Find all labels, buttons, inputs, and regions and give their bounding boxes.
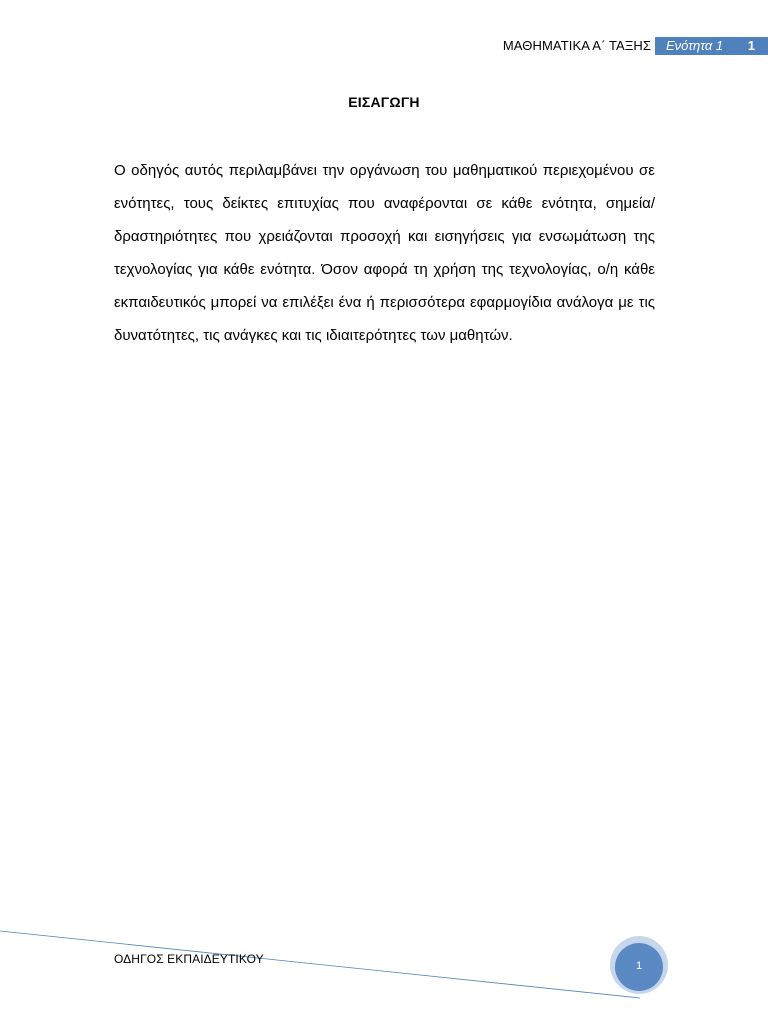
footer-label: ΟΔΗΓΟΣ ΕΚΠΑΙΔΕΥΤΙΚΟΥ — [114, 952, 264, 966]
page-header — [0, 37, 768, 57]
document-heading: ΕΙΣΑΓΩΓΗ — [348, 94, 420, 110]
header-section-label: Ενότητα 1 — [666, 38, 724, 53]
footer-line-stroke — [0, 931, 640, 998]
header-section-box — [655, 37, 768, 55]
header-page-number: 1 — [747, 38, 755, 53]
footer-page-number: 1 — [635, 960, 643, 972]
header-title: ΜΑΘΗΜΑΤΙΚΑ Α΄ ΤΑΞΗΣ — [502, 38, 651, 53]
intro-paragraph: Ο οδηγός αυτός περιλαμβάνει την οργάνωση του μαθηματικού περιεχομένου σε ενότητες, τους δείκτες επιτυχίας που αναφέρονται σε κάθε ενότητα, σημεία/δραστηριότητες που χρειάζονται προσοχή και εισηγήσεις για ενσωμάτωση της τεχνολογίας για κάθε ενότητα. Όσον αφορά τη χρήση της τεχνολογίας, ο/η κάθε εκπαιδευτικός μπορεί να επιλέξει ένα ή περισσότερα εφαρμογίδια ανάλογα με τις δυνατότητες, τις ανάγκες και τις ιδιαιτερότητες των μαθητών. — [114, 162, 655, 344]
